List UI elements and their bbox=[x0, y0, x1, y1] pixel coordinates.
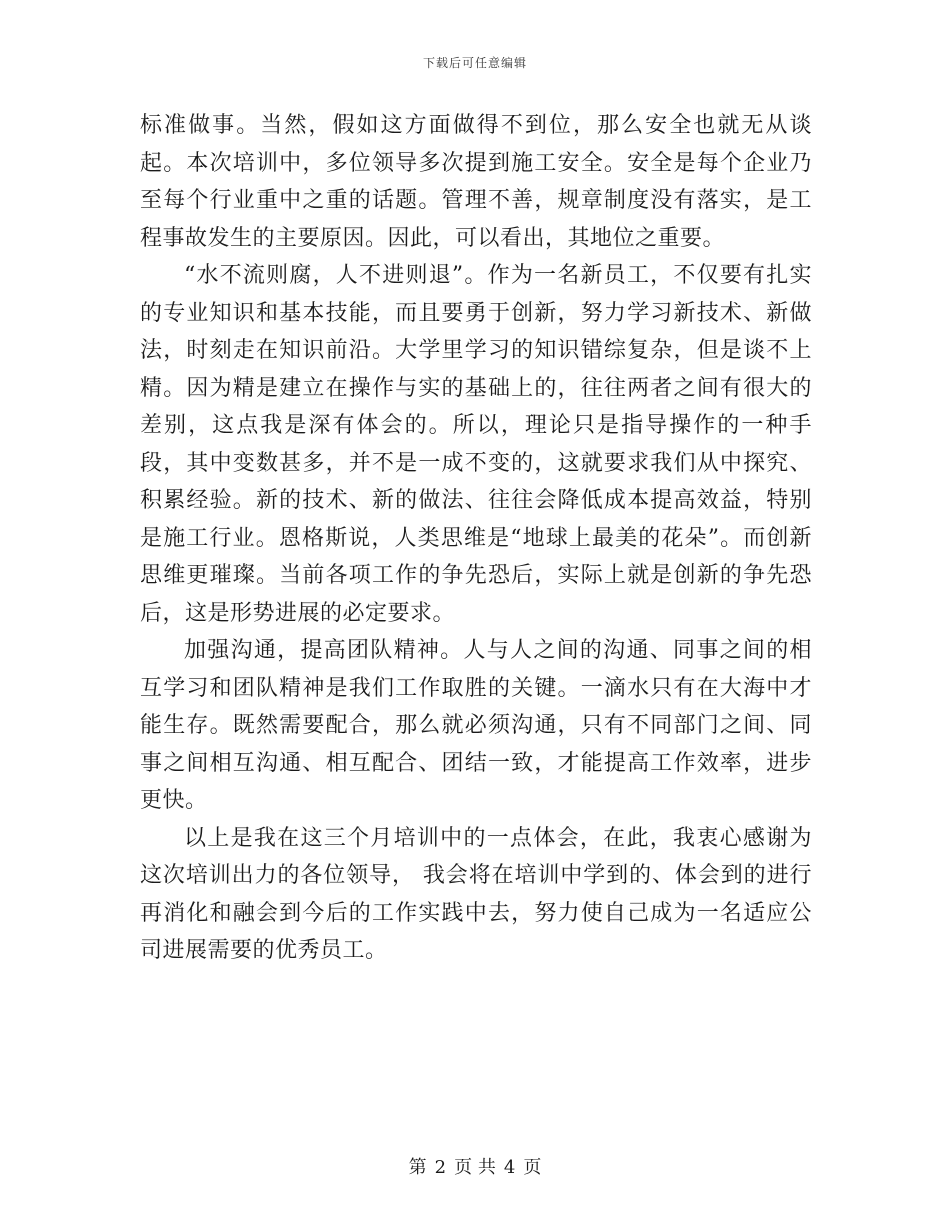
paragraph-4: 以上是我在这三个月培训中的一点体会，在此，我衷心感谢为这次培训出力的各位领导， 我会将在培训中学到的、体会到的进行再消化和融会到今后的工作实践中去，努力使自己成为一名适应公司进展需要的优秀员工。 bbox=[140, 825, 812, 963]
page-header: 下载后可任意编辑 bbox=[422, 56, 527, 70]
page-footer bbox=[0, 1153, 950, 1179]
footer-suffix: 页 bbox=[523, 1157, 542, 1178]
footer-total-pages: 4 bbox=[503, 1157, 516, 1178]
footer-page-number: 2 bbox=[434, 1157, 447, 1178]
footer-middle: 页 共 bbox=[454, 1157, 496, 1178]
paragraph-2: “水不流则腐，人不进则退”。作为一名新员工，不仅要有扎实的专业知识和基本技能，而且要勇于创新，努力学习新技术、新做法，时刻走在知识前沿。大学里学习的知识错综复杂，但是谈不上精。因为精是建立在操作与实的基础上的，往往两者之间有很大的差别，这点我是深有体会的。所以，理论只是指导操作的一种手段，其中变数甚多，并不是一成不变的，这就要求我们从中探究、积累经验。新的技术、新的做法、往往会降低成本提高效益，特别是施工行业。恩格斯说，人类思维是“地球上最美的花朵”。而创新思维更璀璨。当前各项工作的争先恐后，实际上就是创新的争先恐后，这是形势进展的必定要求。 bbox=[140, 263, 812, 626]
paragraph-3: 加强沟通，提高团队精神。人与人之间的沟通、同事之间的相互学习和团队精神是我们工作取胜的关键。一滴水只有在大海中才能生存。既然需要配合，那么就必须沟通，只有不同部门之间、同事之间相互沟通、相互配合、团结一致，才能提高工作效率，进步更快。 bbox=[140, 638, 812, 813]
document-body bbox=[140, 107, 812, 970]
footer-prefix: 第 bbox=[408, 1157, 427, 1178]
paragraph-1: 标准做事。当然，假如这方面做得不到位，那么安全也就无从谈起。本次培训中，多位领导多次提到施工安全。安全是每个企业乃至每个行业重中之重的话题。管理不善，规章制度没有落实，是工程事故发生的主要原因。因此，可以看出，其地位之重要。 bbox=[140, 113, 812, 251]
